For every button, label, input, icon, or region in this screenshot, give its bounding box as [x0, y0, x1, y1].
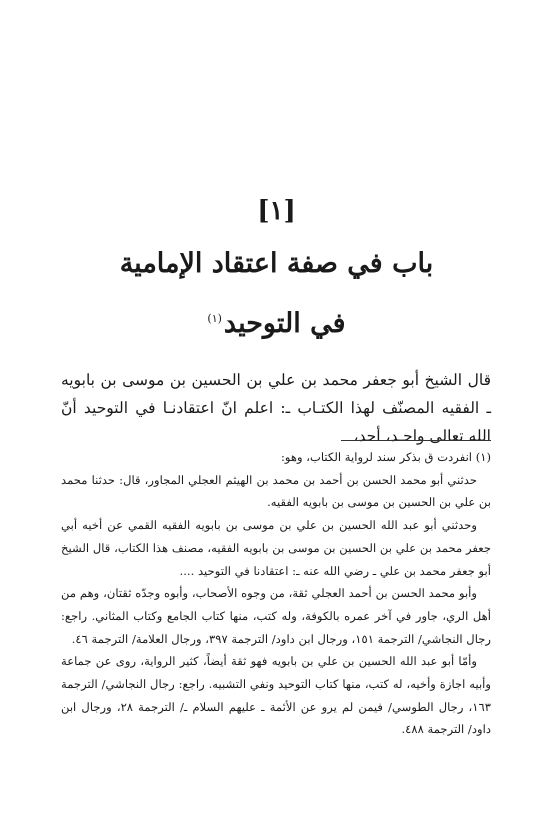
chapter-title-line-2-text: في التوحيد — [223, 308, 346, 339]
footnote-paragraph: (١) انفردت ق بذكر سند لرواية الكتاب، وهو: — [280, 450, 491, 464]
footnote-marker: (١) — [207, 312, 222, 325]
chapter-title-line-2 — [0, 308, 553, 339]
chapter-number: [١] — [257, 196, 296, 226]
footnote-paragraph: وأبو محمد الحسن بن أحمد العجلي ثقة، من وجوه الأصحاب، وأبوه وجدّه ثقتان، وهم من أهل الري، جاور في آخر عمره بالكوفة، وله كتب، منها كتاب الجامع وكتاب المثاني. راجع: رجال النجاشي/ الترجمة ١٥١، ورجال ابن داود/ الترجمة ٣٩٧، ورجال العلامة/ الترجمة ٤٦. — [61, 586, 491, 646]
footnote-separator — [341, 440, 491, 441]
footnote-paragraph: وحدثني أبو عبد الله الحسين بن علي بن موسى بن بابويه الفقيه القمي عن أخيه أبي جعفر محمد بن علي بن الحسين بن موسى بن بابويه الفقيه، مصنف هذا الكتاب، قال الشيخ أبو جعفر محمد بن علي ـ رضي الله عنه ـ: اعتقادنا في التوحيد .... — [61, 518, 491, 578]
footnote-paragraph: وأمّا أبو عبد الله الحسين بن علي بن بابويه فهو ثقة أيضاً، كثير الرواية، روى عن جماعة وأبيه اجازة وأخيه، له كتب، منها كتاب التوحيد ونفي التشبيه. راجع: رجال النجاشي/ الترجمة ١٦٣، رجال الطوسي/ فيمن لم يرو عن الأئمة ـ عليهم السلام ـ/ الترجمة ٢٨، ورجال ابن داود/ الترجمة ٤٨٨. — [61, 654, 491, 737]
footnotes — [61, 446, 491, 741]
main-text — [61, 366, 491, 450]
footnote-paragraph: حدثني أبو محمد الحسن بن أحمد بن محمد بن الهيثم العجلي المجاور، قال: حدثنا محمد بن علي بن الحسين بن موسى بن بابويه الفقيه. — [61, 472, 491, 510]
body-paragraph: قال الشيخ أبو جعفر محمد بن علي بن الحسين بن موسى بن بابويه ـ الفقيه المصنّف لهذا الكتـاب ـ: اعلم انّ اعتقادنـا في التوحيد أنّ الله تعالى واحـد، أحد، — [61, 371, 491, 445]
chapter-title-line-1: باب في صفة اعتقاد الإمامية — [119, 248, 434, 279]
